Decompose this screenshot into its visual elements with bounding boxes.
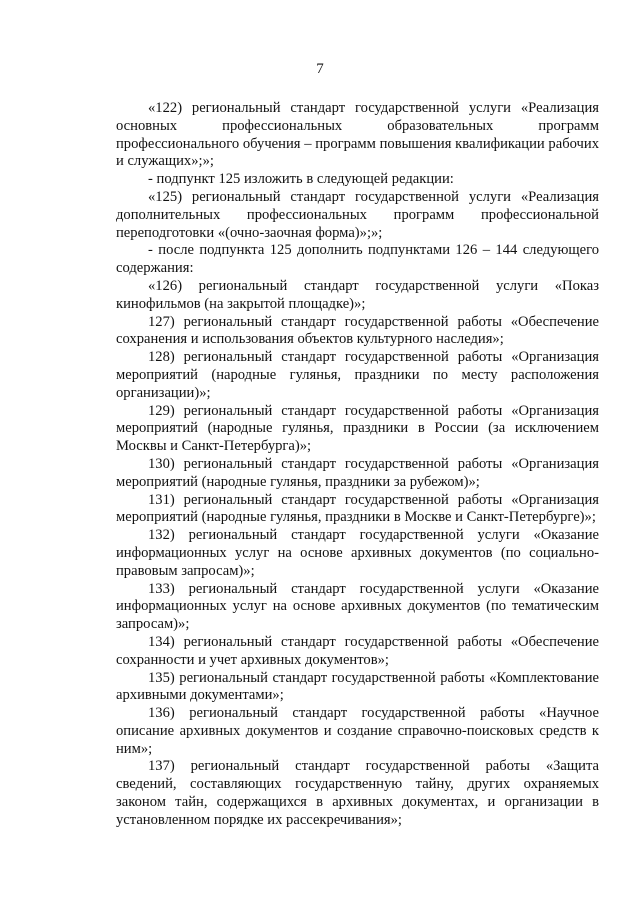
paragraph-126: «126) региональный стандарт государственной услуги «Показ кинофильмов (на закрытой площадке)»; <box>116 277 599 312</box>
paragraph-130: 130) региональный стандарт государственной работы «Организация мероприятий (народные гулянья, праздники за рубежом)»; <box>116 455 599 490</box>
paragraph-137: 137) региональный стандарт государственной работы «Защита сведений, составляющих государственную тайну, других охраняемых законом тайн, содержащихся в архивных документах, и организации в установленном порядке их рассекречивания»; <box>116 758 599 828</box>
paragraph-136: 136) региональный стандарт государственной работы «Научное описание архивных документов и создание справочно-поисковых средств к ним»; <box>116 705 599 757</box>
page-number: 7 <box>316 61 324 77</box>
paragraph-131: 131) региональный стандарт государственной работы «Организация мероприятий (народные гулянья, праздники в Москве и Санкт-Петербурге)»; <box>116 491 599 526</box>
paragraph-135: 135) региональный стандарт государственной работы «Комплектование архивными документами»; <box>116 669 599 704</box>
paragraph-122: «122) региональный стандарт государственной услуги «Реализация основных профессиональных образовательных программ профессионального обучения – программ повышения квалификации рабочих и служащих»;»; <box>116 100 599 170</box>
paragraph-133: 133) региональный стандарт государственной услуги «Оказание информационных услуг на основе архивных документов (по тематическим запросам)»; <box>116 580 599 633</box>
document-body <box>116 100 599 830</box>
paragraph-134: 134) региональный стандарт государственной работы «Обеспечение сохранности и учет архивных документов»; <box>116 633 599 668</box>
paragraph-132: 132) региональный стандарт государственной услуги «Оказание информационных услуг на основе архивных документов (по социально-правовым запросам)»; <box>116 527 599 579</box>
paragraph-instruction-125: - подпункт 125 изложить в следующей редакции: <box>148 171 454 188</box>
paragraph-125: «125) региональный стандарт государственной услуги «Реализация дополнительных профессиональных программ профессиональной переподготовки «(очно-заочная форма)»;»; <box>116 188 599 241</box>
paragraph-128: 128) региональный стандарт государственной работы «Организация мероприятий (народные гулянья, праздники по месту расположения организации)»; <box>116 349 599 401</box>
paragraph-127: 127) региональный стандарт государственной работы «Обеспечение сохранения и использования объектов культурного наследия»; <box>116 313 599 348</box>
paragraph-instruction-126-144: - после подпункта 125 дополнить подпунктами 126 – 144 следующего содержания: <box>116 242 599 277</box>
paragraph-129: 129) региональный стандарт государственной работы «Организация мероприятий (народные гулянья, праздники в России (за исключением Москвы и Санкт-Петербурга)»; <box>116 402 599 455</box>
